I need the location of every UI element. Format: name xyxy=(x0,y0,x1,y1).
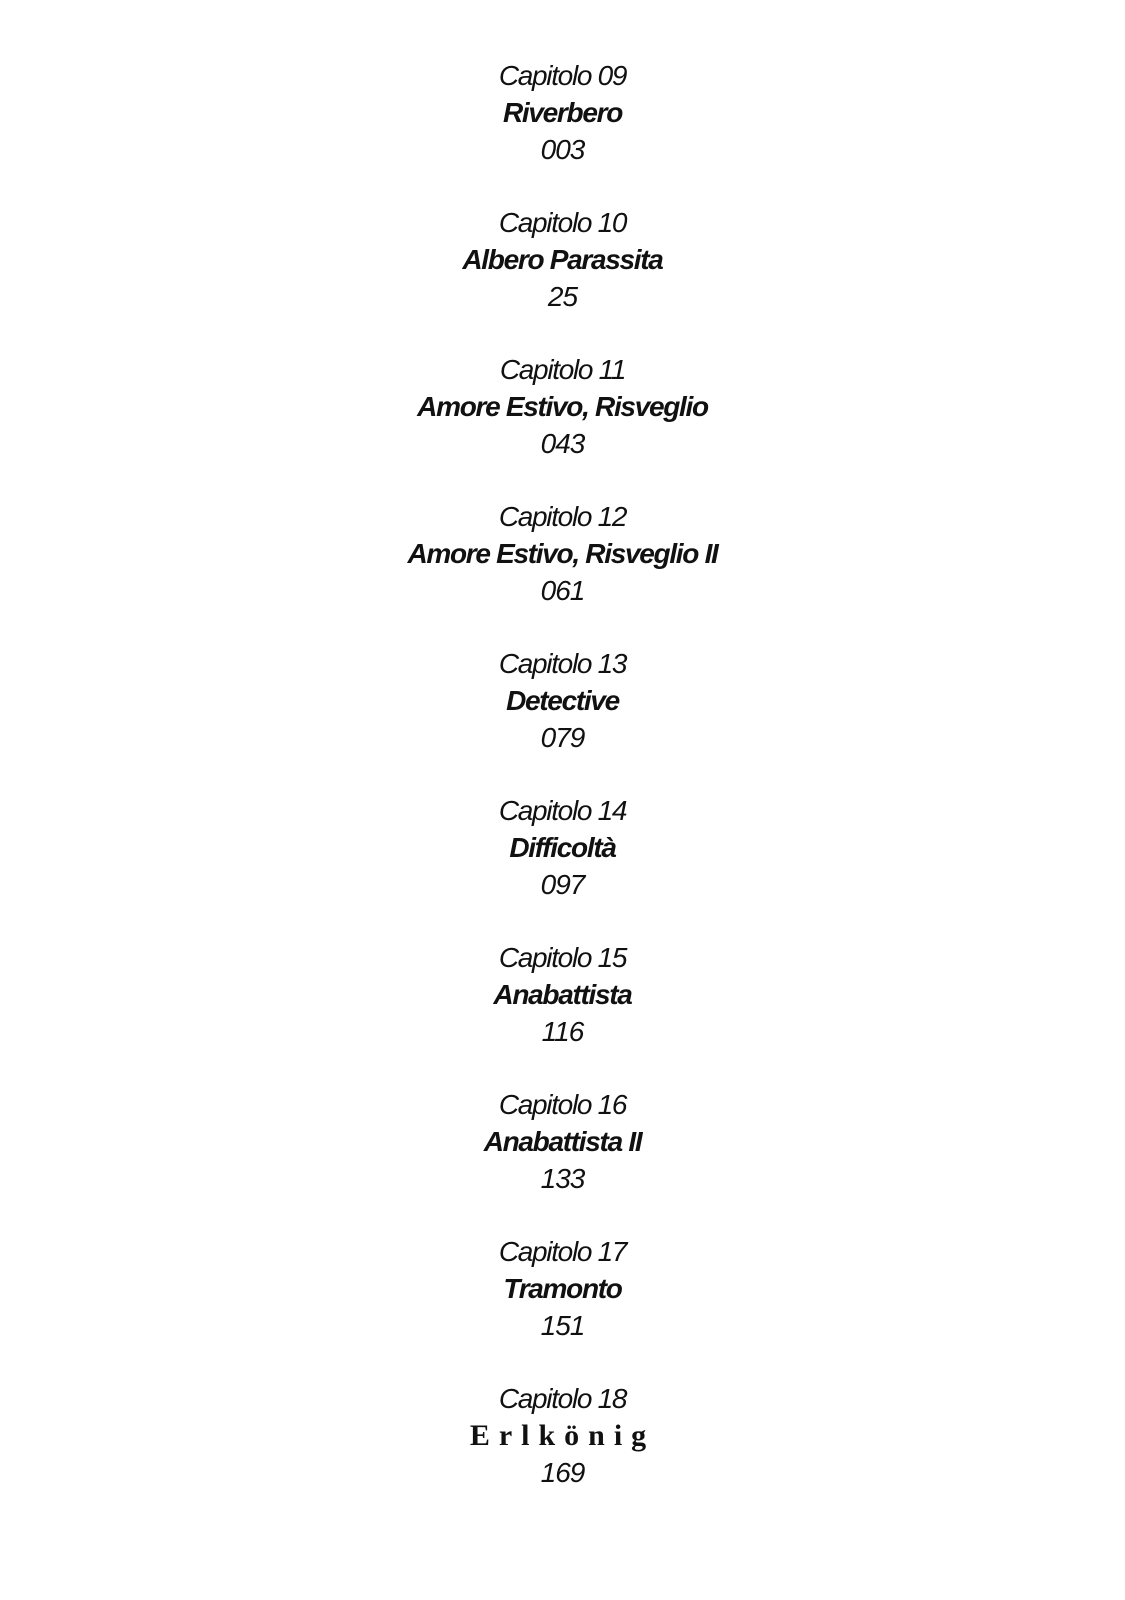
chapter-number: Capitolo 14 xyxy=(498,795,627,826)
toc-entry xyxy=(0,645,1125,756)
chapter-title: Amore Estivo, Risveglio II xyxy=(407,538,718,569)
chapter-title: Riverbero xyxy=(502,97,623,128)
chapter-title: Detective xyxy=(506,685,619,716)
toc-entry xyxy=(0,792,1125,903)
page-number: 116 xyxy=(541,1016,584,1047)
page-number: 043 xyxy=(540,428,585,459)
page-number: 003 xyxy=(540,134,585,165)
chapter-title: Amore Estivo, Risveglio xyxy=(417,391,708,422)
chapter-title: Tramonto xyxy=(503,1273,622,1304)
toc-entry xyxy=(0,498,1125,609)
chapter-number: Capitolo 13 xyxy=(498,648,627,679)
page-number: 079 xyxy=(540,722,585,753)
chapter-number: Capitolo 16 xyxy=(498,1089,627,1120)
chapter-number: Capitolo 17 xyxy=(498,1236,627,1267)
chapter-number: Capitolo 12 xyxy=(498,501,627,532)
toc-entry xyxy=(0,1086,1125,1197)
chapter-title: Erlkönig xyxy=(469,1419,656,1452)
chapter-title: Albero Parassita xyxy=(462,244,663,275)
page-number: 061 xyxy=(540,575,585,606)
chapter-number: Capitolo 15 xyxy=(498,942,627,973)
page-number: 151 xyxy=(540,1310,585,1341)
chapter-number: Capitolo 18 xyxy=(498,1383,627,1414)
chapter-title: Anabattista xyxy=(493,979,632,1010)
page-number: 133 xyxy=(540,1163,585,1194)
chapter-title: Difficoltà xyxy=(509,832,616,863)
toc-entry xyxy=(0,1380,1125,1491)
page-number: 097 xyxy=(540,869,585,900)
chapter-number: Capitolo 11 xyxy=(499,354,626,385)
toc-entry xyxy=(0,1233,1125,1344)
toc-entry xyxy=(0,204,1125,315)
chapter-number: Capitolo 09 xyxy=(498,60,627,91)
toc-entry xyxy=(0,351,1125,462)
chapter-title: Anabattista II xyxy=(483,1126,642,1157)
page-number: 25 xyxy=(547,281,578,312)
chapter-number: Capitolo 10 xyxy=(498,207,627,238)
page-number: 169 xyxy=(540,1457,585,1488)
toc-entry xyxy=(0,939,1125,1050)
toc-entry xyxy=(0,57,1125,168)
